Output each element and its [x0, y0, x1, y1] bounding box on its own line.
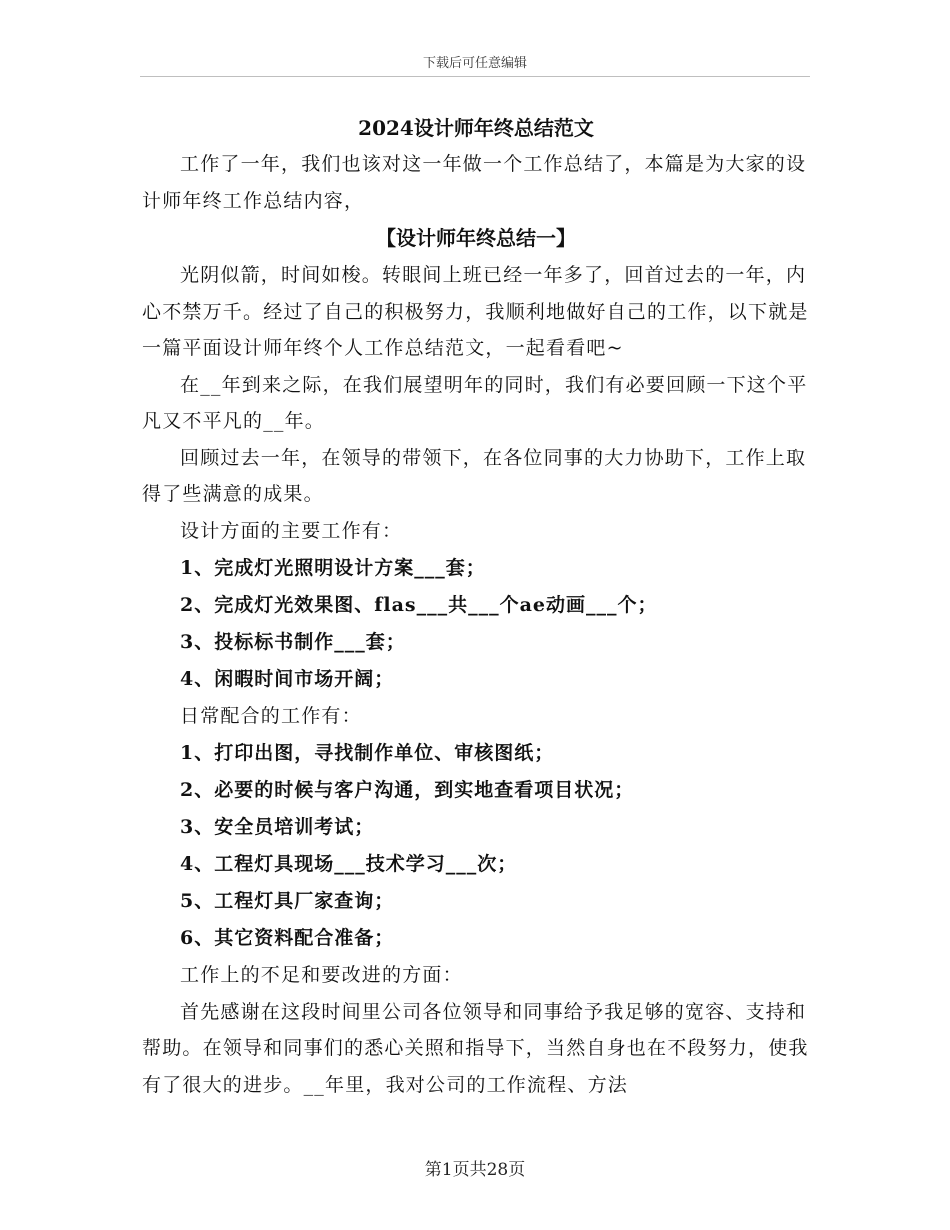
daily-item-5: 5、工程灯具厂家查询；	[180, 889, 395, 912]
design-item-2: 2、完成灯光效果图、flas___共___个ae动画___个；	[180, 593, 658, 616]
design-heading: 设计方面的主要工作有：	[180, 519, 403, 542]
daily-item-2: 2、必要的时候与客户沟通，到实地查看项目状况；	[180, 778, 635, 801]
page-header: 下载后可任意编辑	[422, 56, 527, 71]
page-footer: 第1页共28页	[424, 1160, 526, 1180]
daily-heading: 日常配合的工作有：	[180, 704, 362, 727]
header-divider	[140, 76, 810, 77]
paragraph-1: 光阴似箭，时间如梭。转眼间上班已经一年多了，回首过去的一年，内心不禁万千。经过了自己的积极努力，我顺利地做好自己的工作，以下就是一篇平面设计师年终个人工作总结范文，一起看看吧~	[142, 264, 809, 359]
shortcoming-heading: 工作上的不足和要改进的方面：	[180, 963, 463, 986]
paragraph-4: 首先感谢在这段时间里公司各位领导和同事给予我足够的宽容、支持和帮助。在领导和同事们的悉心关照和指导下，当然自身也在不段努力，使我有了很大的进步。__年里，我对公司的工作流程、方法	[142, 1000, 809, 1096]
paragraph-2: 在__年到来之际，在我们展望明年的同时，我们有必要回顾一下这个平凡又不平凡的__年。	[142, 373, 808, 432]
section-title: 【设计师年终总结一】	[376, 226, 576, 250]
daily-item-1: 1、打印出图，寻找制作单位、审核图纸；	[180, 741, 555, 764]
document-title: 2024设计师年终总结范文	[358, 116, 594, 140]
paragraph-3: 回顾过去一年，在领导的带领下，在各位同事的大力协助下，工作上取得了些满意的成果。	[142, 446, 807, 505]
intro-paragraph: 工作了一年，我们也该对这一年做一个工作总结了，本篇是为大家的设计师年终工作总结内容，	[142, 153, 807, 212]
design-item-3: 3、投标标书制作___套；	[180, 630, 406, 653]
daily-item-6: 6、其它资料配合准备；	[180, 926, 395, 949]
design-item-1: 1、完成灯光照明设计方案___套；	[180, 556, 486, 579]
design-item-4: 4、闲暇时间市场开阔；	[180, 667, 395, 690]
document-body	[142, 110, 810, 1103]
daily-item-3: 3、安全员培训考试；	[180, 815, 375, 838]
daily-item-4: 4、工程灯具现场___技术学习___次；	[180, 852, 518, 875]
